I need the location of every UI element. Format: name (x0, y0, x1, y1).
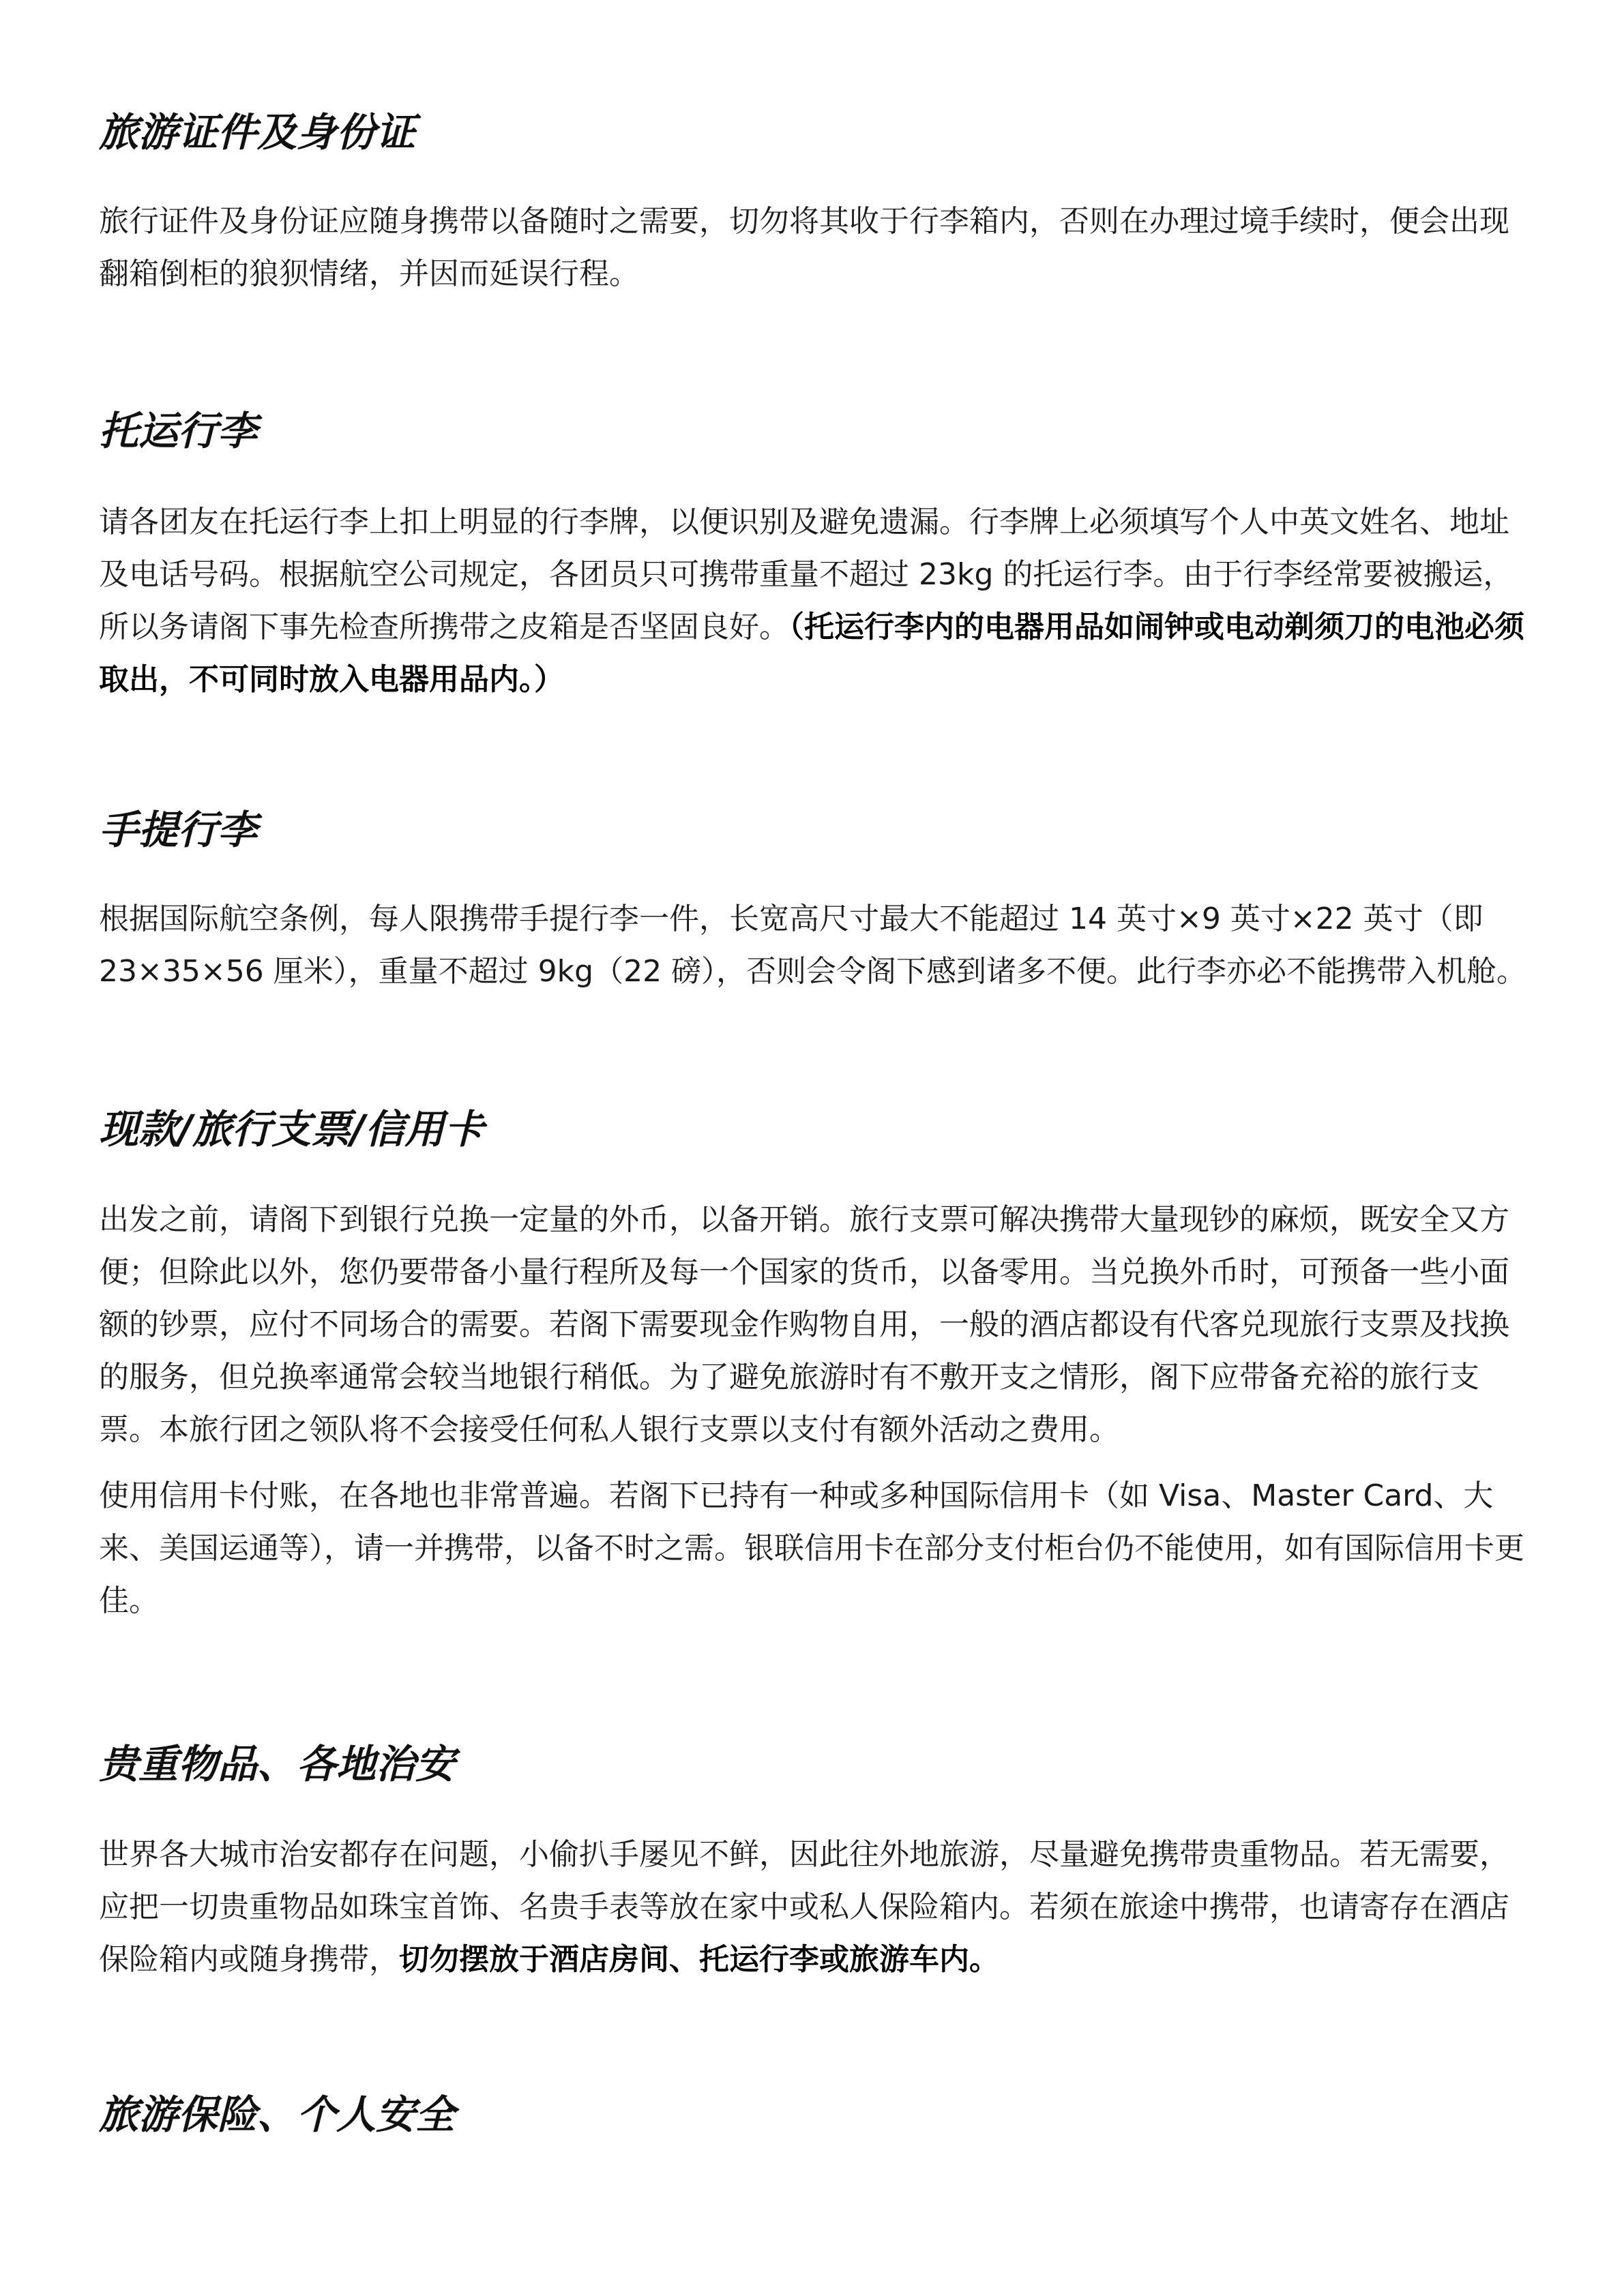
paragraph-text: 旅行证件及身份证应随身携带以备随时之需要，切勿将其收于行李箱内，否则在办理过境手续时，便会出现翻箱倒柜的狼狈情绪，并因而延误行程。 (99, 204, 1509, 291)
section-paragraph (99, 195, 1528, 300)
section-heading-hand-luggage: 手提行李 (99, 807, 258, 853)
section-paragraph (99, 1828, 1528, 1986)
section-heading-cash-cheques-cards: 现款/旅行支票/信用卡 (99, 1106, 484, 1152)
paragraph-bold-note: 切勿摆放于酒店房间、托运行李或旅游车内。 (399, 1942, 999, 1977)
section-heading-travel-documents: 旅游证件及身份证 (99, 109, 416, 155)
paragraph-text: 根据国际航空条例，每人限携带手提行李一件，长宽高尺寸最大不能超过 14 英寸×9 英寸×22 英寸（即 23×35×56 厘米），重量不超过 9kg（22 磅），否则会令阁下感到诸多不便。此行李亦必不能携带入机舱。 (99, 901, 1527, 989)
section-heading-checked-luggage: 托运行李 (99, 408, 258, 454)
paragraph-text: 使用信用卡付账，在各地也非常普遍。若阁下已持有一种或多种国际信用卡（如 Visa、Master Card、大来、美国运通等），请一并携带，以备不时之需。银联信用卡在部分支付柜台仍不能使用，如有国际信用卡更佳。 (99, 1478, 1524, 1618)
paragraph-bold-note: （托运行李内的电器用品如闹钟或电动剃须刀的电池必须取出，不可同时放入电器用品内。） (99, 610, 1524, 697)
section-heading-insurance-safety: 旅游保险、个人安全 (99, 2091, 456, 2138)
section-heading-valuables-security: 贵重物品、各地治安 (99, 1741, 456, 1787)
section-paragraph (99, 1193, 1528, 1456)
section-paragraph (99, 1470, 1528, 1627)
paragraph-text: 请各团友在托运行李上扣上明显的行李牌，以便识别及避免遗漏。行李牌上必须填写个人中英文姓名、地址及电话号码。根据航空公司规定，各团员只可携带重量不超过 23kg 的托运行李。由于行李经常要被搬运，所以务请阁下事先检查所携带之皮箱是否坚固良好。 (99, 505, 1514, 644)
paragraph-text: 出发之前，请阁下到银行兑换一定量的外币，以备开销。旅行支票可解决携带大量现钞的麻烦，既安全又方便；但除此以外，您仍要带备小量行程所及每一个国家的货币，以备零用。当兑换外币时，可预备一些小面额的钞票，应付不同场合的需要。若阁下需要现金作购物自用，一般的酒店都设有代客兑现旅行支票及找换的服务，但兑换率通常会较当地银行稍低。为了避免旅游时有不敷开支之情形，阁下应带备充裕的旅行支票。本旅行团之领队将不会接受任何私人银行支票以支付有额外活动之费用。 (99, 1202, 1509, 1447)
paragraph-text: 世界各大城市治安都存在问题，小偷扒手屡见不鲜，因此往外地旅游，尽量避免携带贵重物品。若无需要，应把一切贵重物品如珠宝首饰、名贵手表等放在家中或私人保险箱内。若须在旅途中携带，也请寄存在酒店保险箱内或随身携带， (99, 1837, 1509, 1977)
section-paragraph (99, 496, 1528, 706)
section-paragraph (99, 893, 1528, 998)
